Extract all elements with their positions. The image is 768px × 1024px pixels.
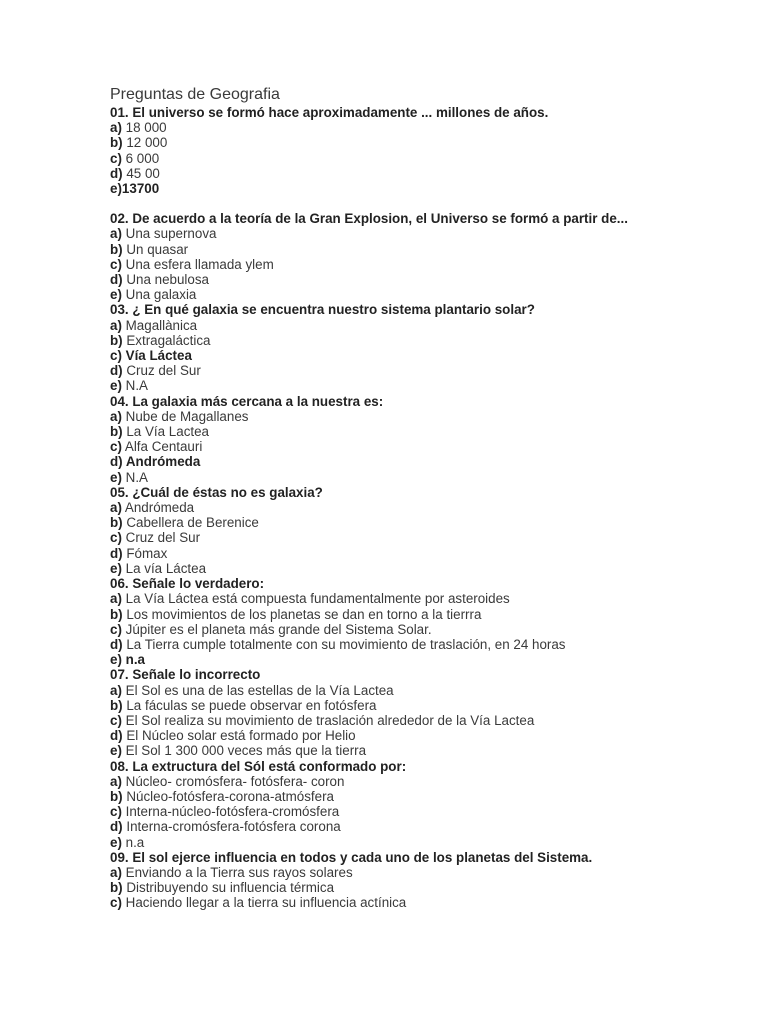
option-text: Cruz del Sur — [121, 530, 201, 546]
option-text: Interna-cromósfera-fotósfera corona — [122, 819, 341, 835]
option-text: Nube de Magallanes — [121, 408, 249, 424]
question-text: 06. Señale lo verdadero: — [110, 576, 265, 592]
option-text: Núcleo-fotósfera-corona-atmósfera — [122, 788, 335, 804]
option-letter: a) — [110, 500, 122, 516]
option-text: Júpiter es el planeta más grande del Sistema Solar. — [121, 621, 432, 637]
question-08 — [110, 759, 750, 850]
option-text: Una supernova — [121, 226, 217, 242]
option-letter: d) — [110, 636, 123, 652]
option-text: 12 000 — [122, 135, 168, 151]
option-d — [110, 546, 750, 561]
question-07 — [110, 667, 750, 758]
option-letter: c) — [110, 621, 122, 637]
option-letter: e) — [110, 834, 122, 850]
option-letter: b) — [110, 606, 123, 622]
option-e — [110, 287, 750, 302]
question-09 — [110, 850, 750, 911]
document-page — [110, 86, 750, 911]
option-letter: b) — [110, 332, 123, 348]
option-b — [110, 789, 750, 804]
option-letter: d) — [110, 363, 123, 379]
option-text: La fáculas se puede observar en fotósfera — [122, 697, 377, 713]
option-c — [110, 713, 750, 728]
option-letter: c) — [110, 804, 122, 820]
option-e — [110, 378, 750, 393]
option-letter: c) — [110, 256, 122, 272]
option-letter: a) — [110, 120, 122, 136]
option-letter: c) — [110, 895, 122, 911]
option-text: La Vía Láctea está compuesta fundamentalmente por asteroides — [121, 591, 510, 607]
question-04 — [110, 394, 750, 485]
option-text: N.A — [121, 378, 148, 394]
option-text: El Sol 1 300 000 veces más que la tierra — [121, 743, 367, 759]
option-b — [110, 242, 750, 257]
option-e — [110, 470, 750, 485]
option-e — [110, 652, 750, 667]
option-letter: c) — [110, 530, 122, 546]
option-letter: a) — [110, 682, 122, 698]
question-text: 01. El universo se formó hace aproximadamente ... millones de años. — [110, 105, 549, 120]
option-text: Magallànica — [121, 317, 198, 333]
option-c — [110, 348, 750, 363]
option-text: Cabellera de Berenice — [122, 515, 259, 531]
option-b — [110, 135, 750, 150]
option-letter: e) — [110, 652, 122, 668]
option-text: Los movimientos de los planetas se dan en torno a la tierrra — [122, 606, 482, 622]
option-letter: d) — [110, 165, 123, 181]
option-b — [110, 607, 750, 622]
option-a — [110, 500, 750, 515]
option-letter: e) — [110, 743, 122, 759]
option-letter: b) — [110, 135, 123, 151]
question-text: 03. ¿ En qué galaxia se encuentra nuestro sistema plantario solar? — [110, 302, 535, 318]
option-text: Cruz del Sur — [122, 363, 201, 379]
option-letter: a) — [110, 591, 122, 607]
question-03 — [110, 302, 750, 393]
option-c — [110, 257, 750, 272]
option-text: La Tierra cumple totalmente con su movimiento de traslación, en 24 horas — [122, 636, 566, 652]
option-text: Una esfera llamada ylem — [121, 256, 274, 272]
question-05 — [110, 485, 750, 576]
option-e — [110, 835, 750, 850]
option-text: Haciendo llegar a la tierra su influencia actínica — [121, 895, 407, 911]
option-b — [110, 515, 750, 530]
question-02 — [110, 211, 750, 302]
option-text: Un quasar — [122, 241, 189, 257]
option-a — [110, 226, 750, 241]
option-text: 13700 — [121, 181, 160, 197]
option-letter: c) — [110, 439, 122, 455]
question-text: 09. El sol ejerce influencia en todos y cada uno de los planetas del Sistema. — [110, 849, 593, 865]
option-letter: b) — [110, 788, 123, 804]
option-letter: b) — [110, 697, 123, 713]
option-a — [110, 683, 750, 698]
option-text: La vía Láctea — [121, 560, 207, 576]
option-letter: e) — [110, 378, 122, 394]
option-text: Extragaláctica — [122, 332, 211, 348]
option-a — [110, 591, 750, 606]
option-a — [110, 120, 750, 135]
option-text: La Vía Lactea — [122, 424, 209, 440]
option-letter: b) — [110, 880, 123, 896]
question-text: 07. Señale lo incorrecto — [110, 667, 261, 683]
option-letter: c) — [110, 712, 122, 728]
option-letter: e) — [110, 181, 122, 197]
option-letter: e) — [110, 560, 122, 576]
question-text: 05. ¿Cuál de éstas no es galaxia? — [110, 484, 323, 500]
option-text: 18 000 — [121, 120, 167, 136]
option-text: N.A — [121, 469, 148, 485]
option-d — [110, 272, 750, 287]
option-c — [110, 895, 750, 910]
option-c — [110, 439, 750, 454]
option-text: Vía Láctea — [121, 348, 192, 364]
option-c — [110, 622, 750, 637]
option-letter: b) — [110, 424, 123, 440]
option-a — [110, 774, 750, 789]
question-text: 02. De acuerdo a la teoría de la Gran Explosion, el Universo se formó a partir de... — [110, 211, 628, 227]
option-text: Distribuyendo su influencia térmica — [122, 880, 335, 896]
option-a — [110, 865, 750, 880]
option-text: El Sol realiza su movimiento de traslación alrededor de la Vía Lactea — [121, 712, 535, 728]
option-text: Alfa Centauri — [121, 439, 203, 455]
option-b — [110, 424, 750, 439]
option-b — [110, 698, 750, 713]
option-a — [110, 318, 750, 333]
option-text: 45 00 — [122, 165, 160, 181]
option-letter: d) — [110, 545, 123, 561]
option-d — [110, 363, 750, 378]
option-text: Andrómeda — [121, 500, 195, 516]
option-text: n.a — [121, 834, 145, 850]
option-letter: d) — [110, 728, 123, 744]
option-text: Andrómeda — [122, 454, 201, 470]
option-letter: a) — [110, 864, 122, 880]
question-06 — [110, 576, 750, 667]
blank-line — [110, 196, 750, 211]
question-text: 04. La galaxia más cercana a la nuestra es: — [110, 393, 384, 409]
option-letter: b) — [110, 241, 123, 257]
option-d — [110, 637, 750, 652]
option-e — [110, 181, 750, 196]
option-letter: a) — [110, 317, 122, 333]
option-b — [110, 880, 750, 895]
option-c — [110, 804, 750, 819]
option-text: El Sol es una de las estellas de la Vía Lactea — [121, 682, 394, 698]
option-e — [110, 561, 750, 576]
option-letter: a) — [110, 226, 122, 242]
option-letter: e) — [110, 287, 122, 303]
option-e — [110, 743, 750, 758]
option-letter: c) — [110, 150, 122, 166]
option-letter: c) — [110, 348, 122, 364]
option-c — [110, 530, 750, 545]
question-text: 08. La extructura del Sól está conformado por: — [110, 758, 407, 774]
option-letter: d) — [110, 819, 123, 835]
option-text: Una nebulosa — [122, 272, 209, 288]
question-01 — [110, 105, 750, 196]
option-text: Una galaxia — [121, 287, 197, 303]
option-letter: b) — [110, 515, 123, 531]
option-text: Enviando a la Tierra sus rayos solares — [121, 864, 353, 880]
option-letter: d) — [110, 454, 123, 470]
option-c — [110, 151, 750, 166]
option-text: Fómax — [122, 545, 168, 561]
option-d — [110, 819, 750, 834]
option-letter: a) — [110, 408, 122, 424]
option-letter: d) — [110, 272, 123, 288]
option-text: Interna-núcleo-fotósfera-cromósfera — [121, 804, 340, 820]
option-d — [110, 166, 750, 181]
option-text: El Núcleo solar está formado por Helio — [122, 728, 356, 744]
option-letter: e) — [110, 469, 122, 485]
option-text: 6 000 — [121, 150, 160, 166]
option-letter: a) — [110, 773, 122, 789]
option-text: n.a — [121, 652, 145, 668]
option-a — [110, 409, 750, 424]
option-d — [110, 454, 750, 469]
option-text: Núcleo- cromósfera- fotósfera- coron — [121, 773, 345, 789]
document-title: Preguntas de Geografia — [110, 86, 280, 103]
option-b — [110, 333, 750, 348]
option-d — [110, 728, 750, 743]
